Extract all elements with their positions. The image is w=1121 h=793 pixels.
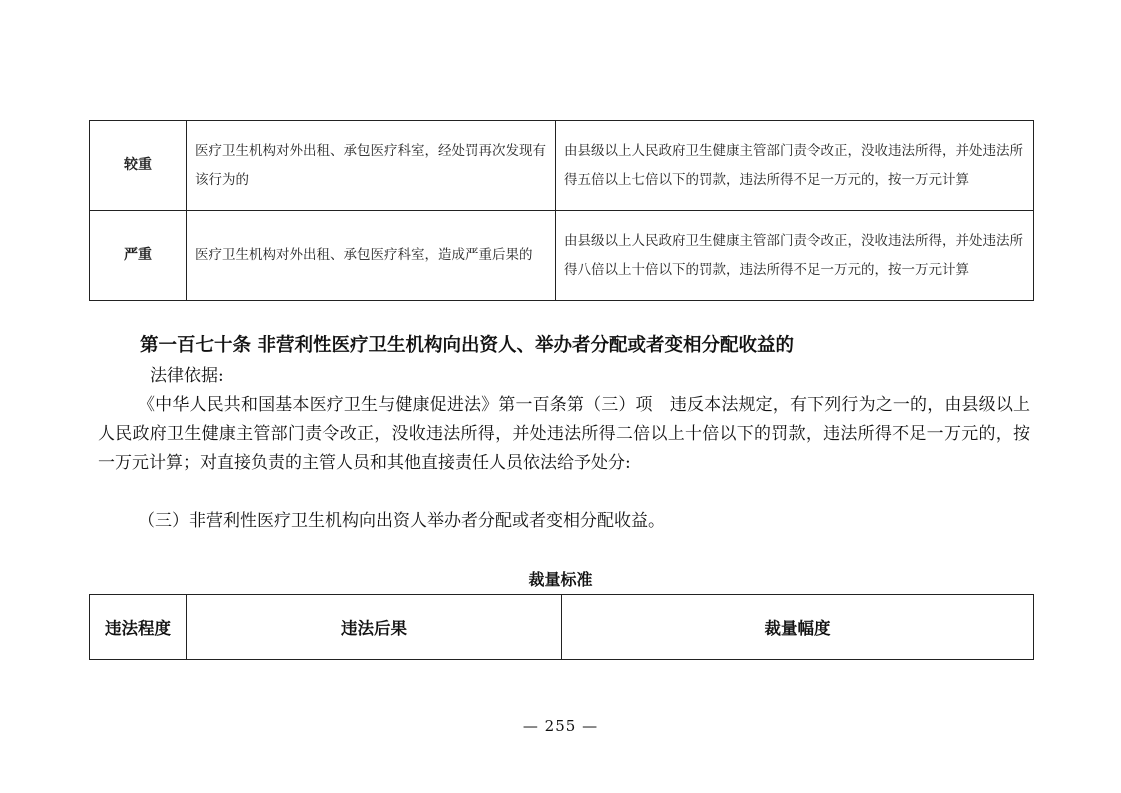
standard-table-caption: 裁量标准	[528, 570, 593, 589]
violation-consequence-cell: 医疗卫生机构对外出租、承包医疗科室，造成严重后果的	[187, 211, 556, 301]
table-header-row	[90, 595, 1034, 660]
header-penalty-range: 裁量幅度	[562, 595, 1034, 660]
header-violation-level: 违法程度	[90, 595, 187, 660]
penalty-range-cell: 由县级以上人民政府卫生健康主管部门责令改正，没收违法所得，并处违法所得五倍以上七倍以下的罚款，违法所得不足一万元的，按一万元计算	[556, 121, 1034, 211]
table-row	[90, 211, 1034, 301]
table-row	[90, 121, 1034, 211]
article-heading: 第一百七十条 非营利性医疗卫生机构向出资人、举办者分配或者变相分配收益的	[140, 335, 794, 356]
violation-level-cell: 较重	[90, 121, 187, 211]
penalty-range-cell: 由县级以上人民政府卫生健康主管部门责令改正，没收违法所得，并处违法所得八倍以上十倍以下的罚款，违法所得不足一万元的，按一万元计算	[556, 211, 1034, 301]
law-item-paragraph: （三）非营利性医疗卫生机构向出资人举办者分配或者变相分配收益。	[138, 511, 665, 531]
violation-consequence-cell: 医疗卫生机构对外出租、承包医疗科室，经处罚再次发现有该行为的	[187, 121, 556, 211]
page-number: — 255 —	[522, 717, 599, 735]
law-citation-paragraph: 《中华人民共和国基本医疗卫生与健康促进法》第一百条第（三）项 违反本法规定，有下列行为之一的，由县级以上人民政府卫生健康主管部门责令改正，没收违法所得，并处违法所得二倍以上十倍以下的罚款，违法所得不足一万元的，按一万元计算；对直接负责的主管人员和其他直接责任人员依法给予处分:	[98, 395, 1030, 473]
penalty-table-continued	[89, 120, 1034, 301]
header-violation-consequence: 违法后果	[187, 595, 562, 660]
legal-basis-label: 法律依据:	[150, 366, 224, 386]
violation-level-cell: 严重	[90, 211, 187, 301]
standard-table	[89, 594, 1034, 660]
